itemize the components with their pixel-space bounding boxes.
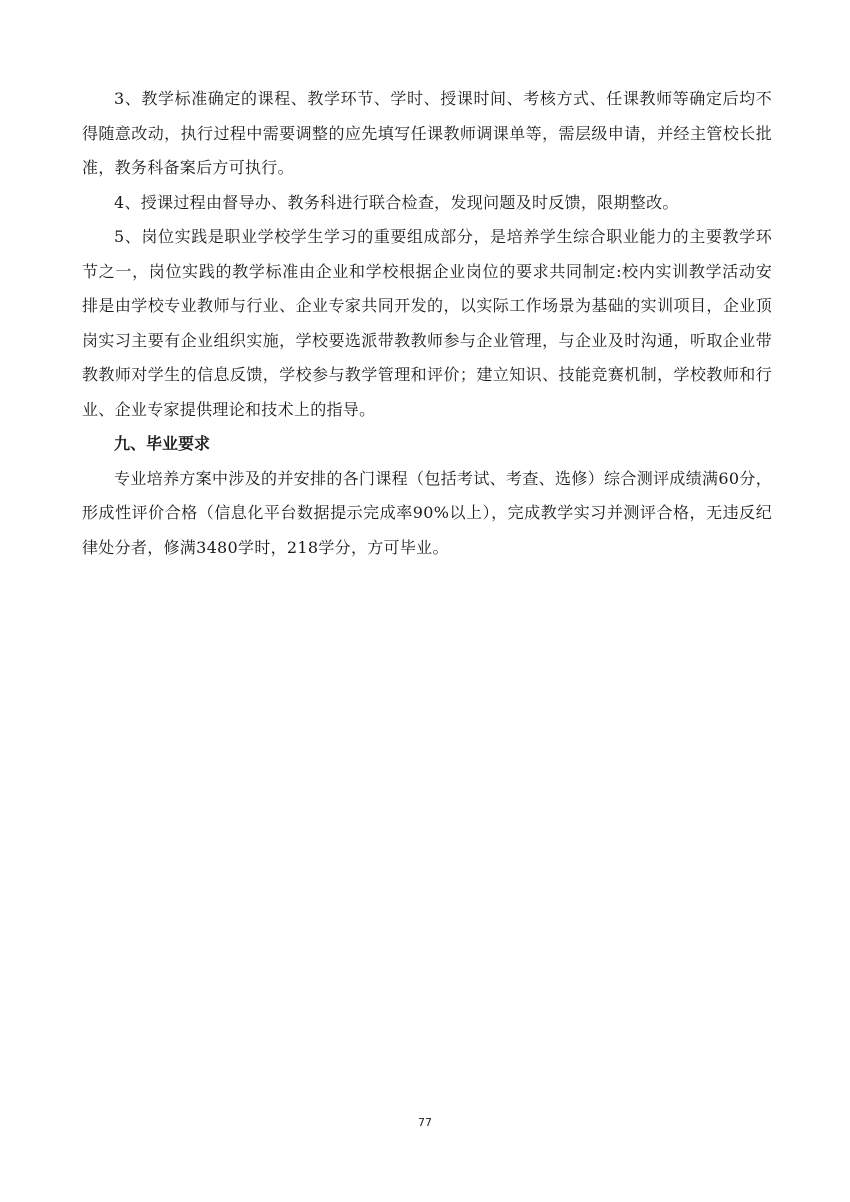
paragraph-item-3: 3、教学标准确定的课程、教学环节、学时、授课时间、考核方式、任课教师等确定后均不得随意改动，执行过程中需要调整的应先填写任课教师调课单等，需层级申请，并经主管校长批准，教务科备案后方可执行。 [82, 89, 772, 177]
section-heading-graduation-requirements: 九、毕业要求 [114, 434, 211, 453]
page-number: 77 [418, 1116, 432, 1129]
paragraph-item-4: 4、授课过程由督导办、教务科进行联合检查，发现问题及时反馈，限期整改。 [114, 192, 679, 212]
document-body [82, 82, 772, 565]
paragraph-graduation-requirements: 专业培养方案中涉及的并安排的各门课程（包括考试、考查、选修）综合测评成绩满60分，形成性评价合格（信息化平台数据提示完成率90%以上），完成教学实习并测评合格，无违反纪律处分者，修满3480学时，218学分，方可毕业。 [82, 468, 772, 557]
paragraph-item-5: 5、岗位实践是职业学校学生学习的重要组成部分，是培养学生综合职业能力的主要教学环节之一，岗位实践的教学标准由企业和学校根据企业岗位的要求共同制定:校内实训教学活动安排是由学校专业教师与行业、企业专家共同开发的，以实际工作场景为基础的实训项目，企业顶岗实习主要有企业组织实施，学校要选派带教教师参与企业管理，与企业及时沟通，听取企业带教教师对学生的信息反馈，学校参与教学管理和评价；建立知识、技能竞赛机制，学校教师和行业、企业专家提供理论和技术上的指导。 [82, 227, 772, 419]
